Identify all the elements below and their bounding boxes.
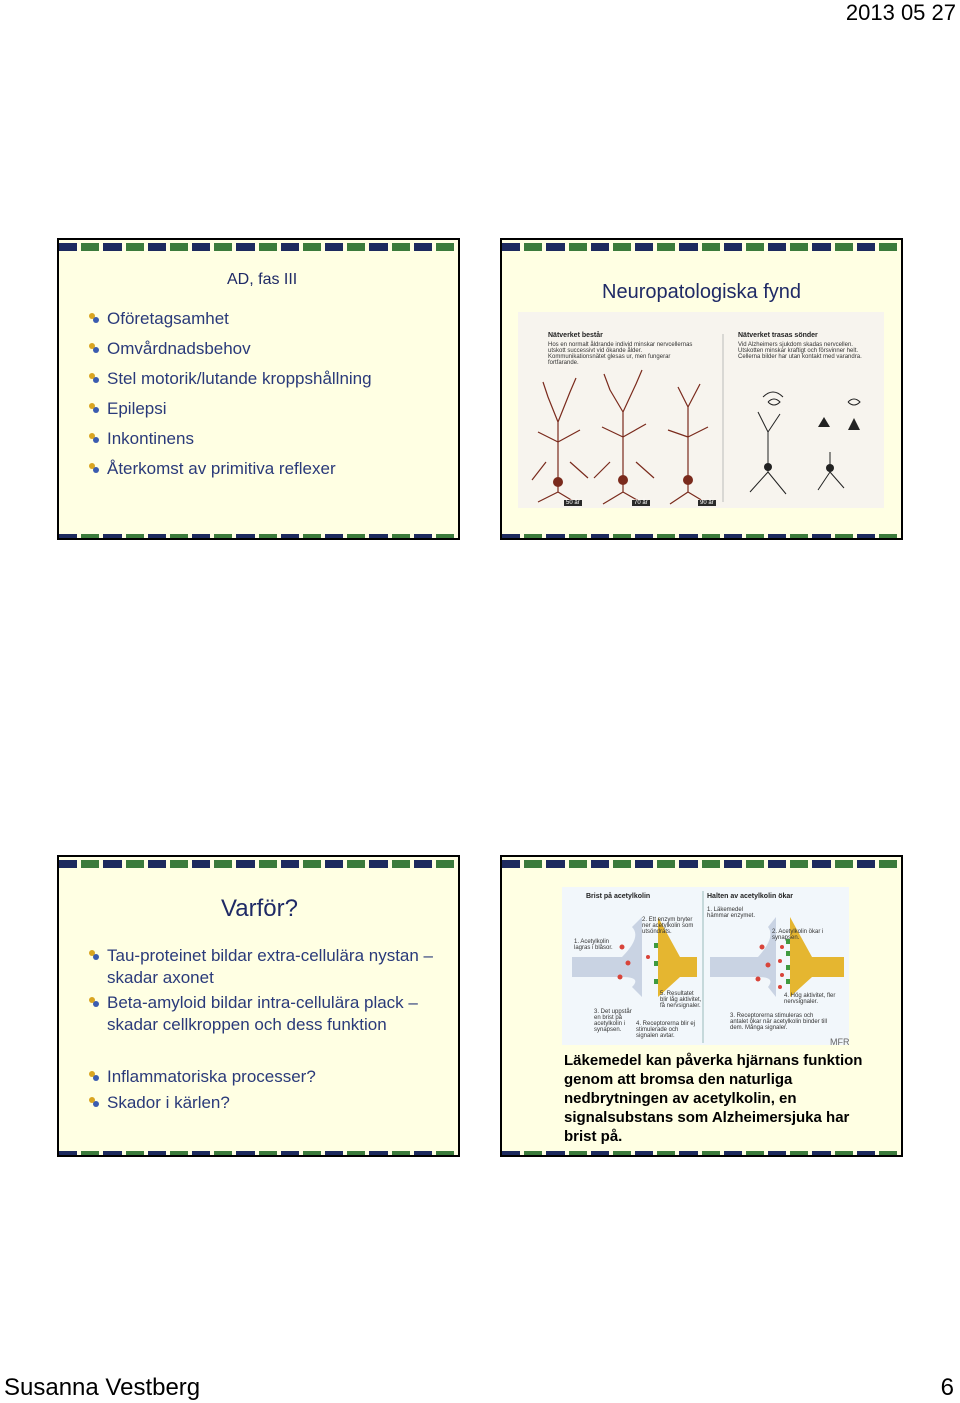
figure-label: 5. Resultatet blir låg aktivitet, få nervsignaler.: [660, 991, 702, 1009]
figure-left-text: Hos en normalt åldrande individ minskar nervcellernas utskott successivt vid ökande ålder. Kommunikationsnätet glesas ur, men fungerar fortfarande.: [548, 342, 693, 366]
figure-credit: MFR: [830, 1037, 850, 1047]
list-item: [89, 428, 372, 450]
slide-title: AD, fas III: [227, 271, 298, 288]
slide-top-bar: [59, 243, 458, 251]
bullet-icon: [89, 1097, 99, 1107]
slide-title: Varför?: [221, 895, 298, 922]
bullet-text: Beta-amyloid bildar intra-cellulära plack – skadar cellkroppen och dess funktion: [107, 993, 418, 1034]
figure-label: 1. Läkemedel hämmar enzymet.: [707, 907, 756, 919]
figure-right-text: Vid Alzheimers sjukdom skadas nervcellen. Utskotten minskar kraftigt och försvinner helt. Cellerna bilder har utan kontakt med varandra.: [738, 342, 862, 360]
figure-label: 2. Acetylkolin ökar i synapsen.: [772, 929, 824, 941]
neuron-figure: [518, 312, 884, 508]
figure-label: 4. Hög aktivitet, fler nervsignaler.: [784, 993, 836, 1005]
slide-top-bar: [59, 860, 458, 868]
figure-label: 1. Acetylkolin lagras i blåsor.: [574, 939, 613, 951]
list-item: [89, 1066, 439, 1088]
list-item: [89, 368, 372, 390]
bullet-icon: [89, 433, 99, 443]
bullet-text: Återkomst av primitiva reflexer: [107, 459, 336, 478]
slide-title: Neuropatologiska fynd: [602, 281, 802, 303]
slide-neuropatologiska-fynd: [500, 238, 903, 540]
bullet-icon: [89, 463, 99, 473]
slide-bottom-bar: [59, 1151, 458, 1155]
list-item: [89, 1092, 439, 1114]
bullet-text: Epilepsi: [107, 399, 167, 418]
slide-caption: Läkemedel kan påverka hjärnans funktion genom att bromsa den naturliga nedbrytningen av acetylkolin, en signalsubstans som Alzheimersjuka har brist på.: [564, 1052, 863, 1145]
bullet-text: Omvårdnadsbehov: [107, 339, 251, 358]
bullet-icon: [89, 343, 99, 353]
slide-varfor: [57, 855, 460, 1157]
slide-lakemedel: [500, 855, 903, 1157]
bullet-text: Inflammatoriska processer?: [107, 1067, 316, 1086]
slide-top-bar: [502, 860, 901, 868]
footer-author: Susanna Vestberg: [4, 1374, 201, 1401]
bullet-list: [89, 945, 439, 1114]
age-label: 90 år: [700, 500, 714, 506]
header-date: 2013 05 27: [845, 0, 956, 25]
bullet-icon: [89, 373, 99, 383]
list-item: [89, 338, 372, 360]
neuron-illustration: [518, 312, 884, 508]
bullet-icon: [89, 313, 99, 323]
acetylkolin-figure: [562, 887, 849, 1045]
slide-ad-fas-3: [57, 238, 460, 540]
slide-top-bar: [502, 243, 901, 251]
bullet-text: Inkontinens: [107, 429, 194, 448]
bullet-list: [89, 308, 372, 480]
slide-bottom-bar: [502, 1151, 901, 1155]
list-item: [89, 945, 439, 989]
bullet-icon: [89, 950, 99, 960]
figure-label: 3. Det uppstår en brist på acetylkolin i synapsen.: [594, 1009, 632, 1033]
slide-bottom-bar: [59, 534, 458, 538]
bullet-text: Stel motorik/lutande kroppshållning: [107, 369, 372, 388]
bullet-icon: [89, 403, 99, 413]
list-item: [89, 992, 439, 1036]
bullet-icon: [89, 997, 99, 1007]
bullet-icon: [89, 1071, 99, 1081]
footer-page-number: 6: [940, 1374, 954, 1401]
figure-left-heading: Nätverket består: [548, 332, 603, 339]
age-label: 70 år: [634, 500, 648, 506]
figure-right-heading: Halten av acetylkolin ökar: [707, 893, 793, 900]
age-label: 50 år: [566, 500, 580, 506]
figure-label: 2. Ett enzym bryter ner acetylkolin som utsöndrats.: [642, 917, 694, 935]
slide-bottom-bar: [502, 534, 901, 538]
figure-right-heading: Nätverket trasas sönder: [738, 332, 818, 339]
bullet-text: Skador i kärlen?: [107, 1093, 230, 1112]
figure-label: 3. Receptorerna stimuleras och antalet ökar när acetylkolin binder till dem. Många signaler.: [730, 1013, 828, 1031]
figure-label: 4. Receptorerna blir ej stimulerade och signalen avtar.: [636, 1021, 696, 1039]
list-item: [89, 398, 372, 420]
list-item: [89, 458, 372, 480]
bullet-text: Tau-proteinet bildar extra-cellulära nystan – skadar axonet: [107, 946, 434, 987]
bullet-text: Oföretagsamhet: [107, 309, 229, 328]
figure-left-heading: Brist på acetylkolin: [586, 893, 651, 900]
list-item: [89, 308, 372, 330]
